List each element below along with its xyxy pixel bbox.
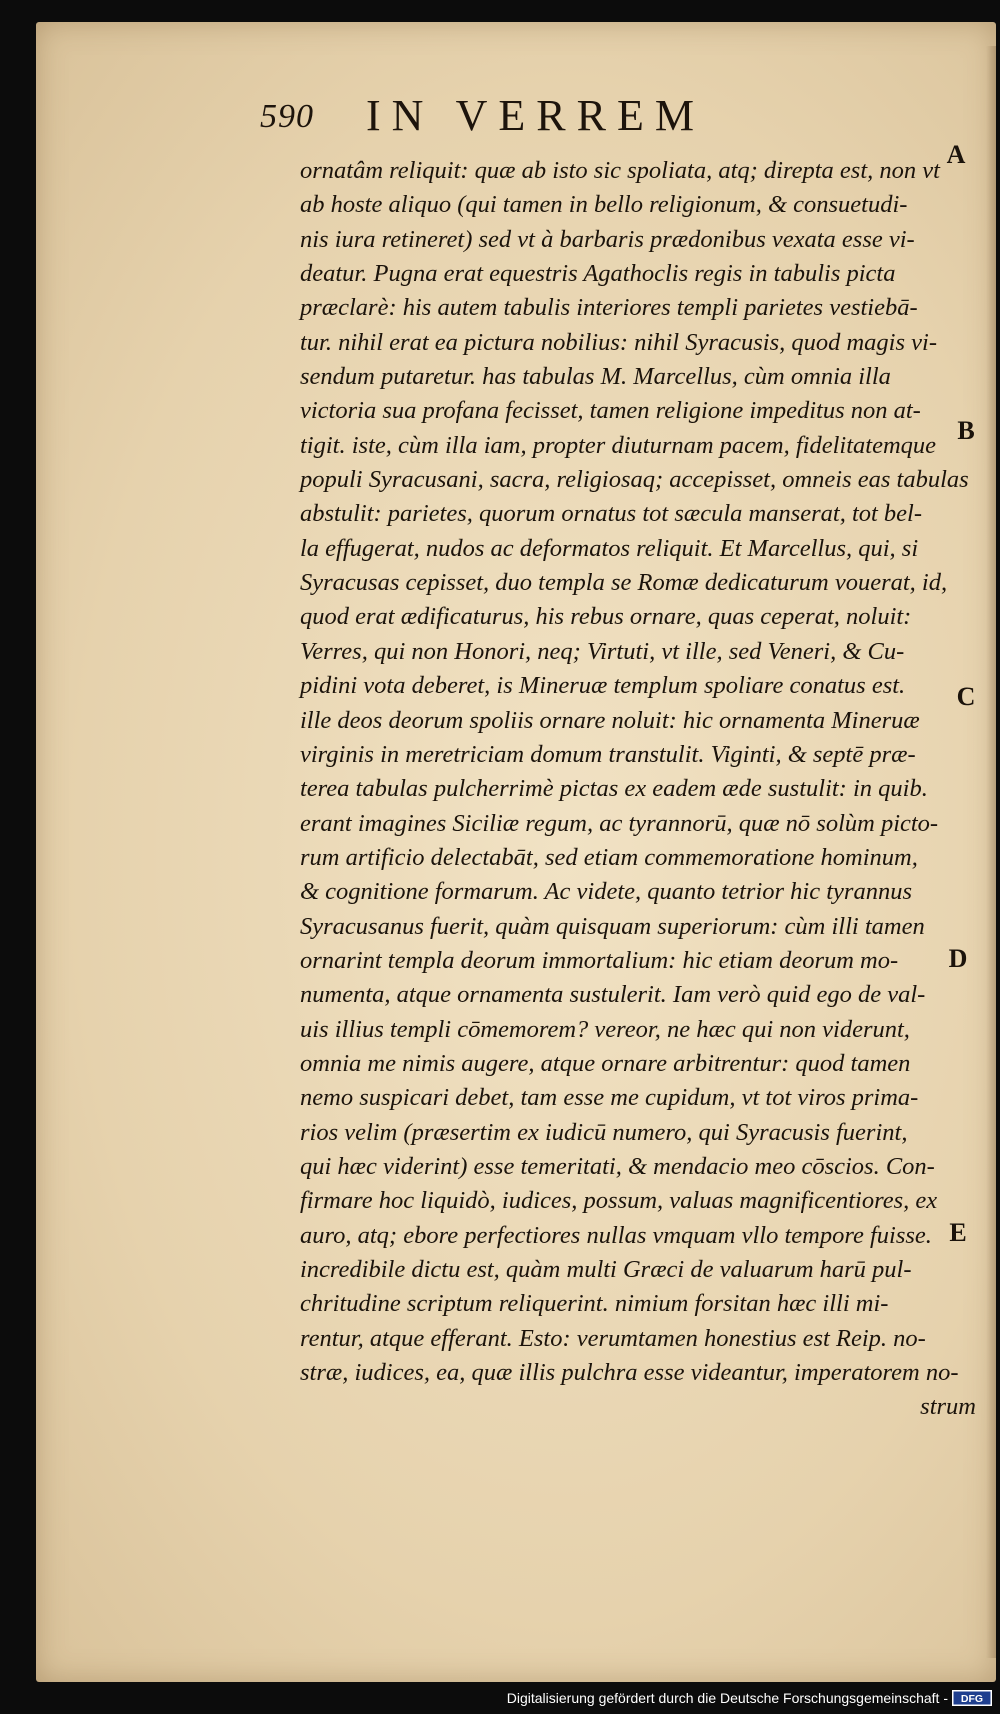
footer-bar xyxy=(0,1680,1000,1714)
text-line: sendum putaretur. has tabulas M. Marcellus, cùm omnia illa xyxy=(300,363,891,391)
text-line: victoria sua profana fecisset, tamen religione impeditus non at- xyxy=(300,397,921,425)
text-line: quod erat ædificaturus, his rebus ornare, quas ceperat, noluit: xyxy=(300,603,912,631)
text-line: auro, atq; ebore perfectiores nullas vmquam vllo tempore fuisse. xyxy=(300,1221,932,1249)
page-number: 590 xyxy=(260,98,314,135)
text-line: nis iura retineret) sed vt à barbaris prædonibus vexata esse vi- xyxy=(300,225,915,253)
text-line: qui hæc viderint) esse temeritati, & mendacio meo cōscios. Con- xyxy=(300,1152,935,1180)
running-head: IN VERREM xyxy=(366,91,705,140)
text-line: ab hoste aliquo (qui tamen in bello religionum, & consuetudi- xyxy=(300,191,908,219)
text-line: tigit. iste, cùm illa iam, propter diuturnam pacem, fidelitatemque xyxy=(300,431,937,459)
text-line: Syracusanus fuerit, quàm quisquam superiorum: cùm illi tamen xyxy=(300,912,925,940)
text-line: firmare hoc liquidò, iudices, possum, valuas magnificentiores, ex xyxy=(300,1187,938,1215)
text-line: rum artificio delectabāt, sed etiam commemoratione hominum, xyxy=(300,843,918,871)
text-line: numenta, atque ornamenta sustulerit. Iam verò quid ego de val- xyxy=(300,981,926,1009)
dfg-logo-text: DFG xyxy=(960,1693,984,1706)
text-line: incredibile dictu est, quàm multi Græci de valuarum harū pul- xyxy=(300,1256,912,1283)
body-text xyxy=(300,154,990,1425)
text-line: abstulit: parietes, quorum ornatus tot sæcula manserat, tot bel- xyxy=(300,500,923,528)
text-line: ille deos deorum spoliis ornare noluit: hic ornamenta Mineruæ xyxy=(300,706,920,734)
text-line: terea tabulas pulcherrimè pictas ex eadem æde sustulit: in quib. xyxy=(300,775,928,803)
text-line: la effugerat, nudos ac deformatos reliquit. Et Marcellus, qui, si xyxy=(300,534,919,562)
dfg-logo xyxy=(952,1690,992,1706)
margin-letter-b: B xyxy=(957,416,975,445)
text-line: virginis in meretriciam domum transtulit. Viginti, & septē præ- xyxy=(300,740,916,768)
text-line: tur. nihil erat ea pictura nobilius: nihil Syracusis, quod magis vi- xyxy=(300,328,937,356)
margin-letter-c: C xyxy=(956,682,976,711)
text-line: præclarè: his autem tabulis interiores templi parietes vestiebā- xyxy=(300,294,918,322)
page-header xyxy=(260,88,820,148)
book-page xyxy=(36,22,996,1682)
text-line: omnia me nimis augere, atque ornare arbitrentur: quod tamen xyxy=(300,1049,911,1077)
margin-letter-d: D xyxy=(948,944,968,973)
text-line: uis illius templi cōmemorem? vereor, ne hæc qui non viderunt, xyxy=(300,1015,910,1043)
text-line: rentur, atque efferant. Esto: verumtamen honestius est Reip. no- xyxy=(300,1324,926,1352)
text-line: nemo suspicari debet, tam esse me cupidum, vt tot viros prima- xyxy=(300,1084,919,1112)
funding-credit: Digitalisierung gefördert durch die Deutsche Forschungsgemeinschaft - xyxy=(506,1690,948,1706)
text-line: & cognitione formarum. Ac videte, quanto tetrior hic tyrannus xyxy=(300,878,912,906)
text-line: rios velim (præsertim ex iudicū numero, qui Syracusis fuerint, xyxy=(300,1118,908,1146)
text-line: Verres, qui non Honori, neq; Virtuti, vt ille, sed Veneri, & Cu- xyxy=(300,637,905,665)
text-line: erant imagines Siciliæ regum, ac tyrannorū, quæ nō solùm picto- xyxy=(300,809,939,837)
catchword: strum xyxy=(920,1393,976,1421)
text-line: ornarint templa deorum immortalium: hic etiam deorum mo- xyxy=(300,946,899,974)
text-line: deatur. Pugna erat equestris Agathoclis regis in tabulis picta xyxy=(300,260,896,288)
text-line: ornatâm reliquit: quæ ab isto sic spoliata, atq; direpta est, non vt xyxy=(300,157,940,184)
text-line: pidini vota deberet, is Mineruæ templum spoliare conatus est. xyxy=(300,672,906,700)
text-line: stræ, iudices, ea, quæ illis pulchra esse videantur, imperatorem no- xyxy=(300,1359,959,1387)
text-line: chritudine scriptum reliquerint. nimium forsitan hæc illi mi- xyxy=(300,1290,889,1318)
text-line: populi Syracusani, sacra, religiosaq; accepisset, omneis eas tabulas xyxy=(300,466,969,494)
margin-letter-e: E xyxy=(949,1218,967,1247)
margin-letter-a: A xyxy=(946,140,966,169)
text-line: Syracusas cepisset, duo templa se Romæ dedicaturum vouerat, id, xyxy=(300,569,948,597)
